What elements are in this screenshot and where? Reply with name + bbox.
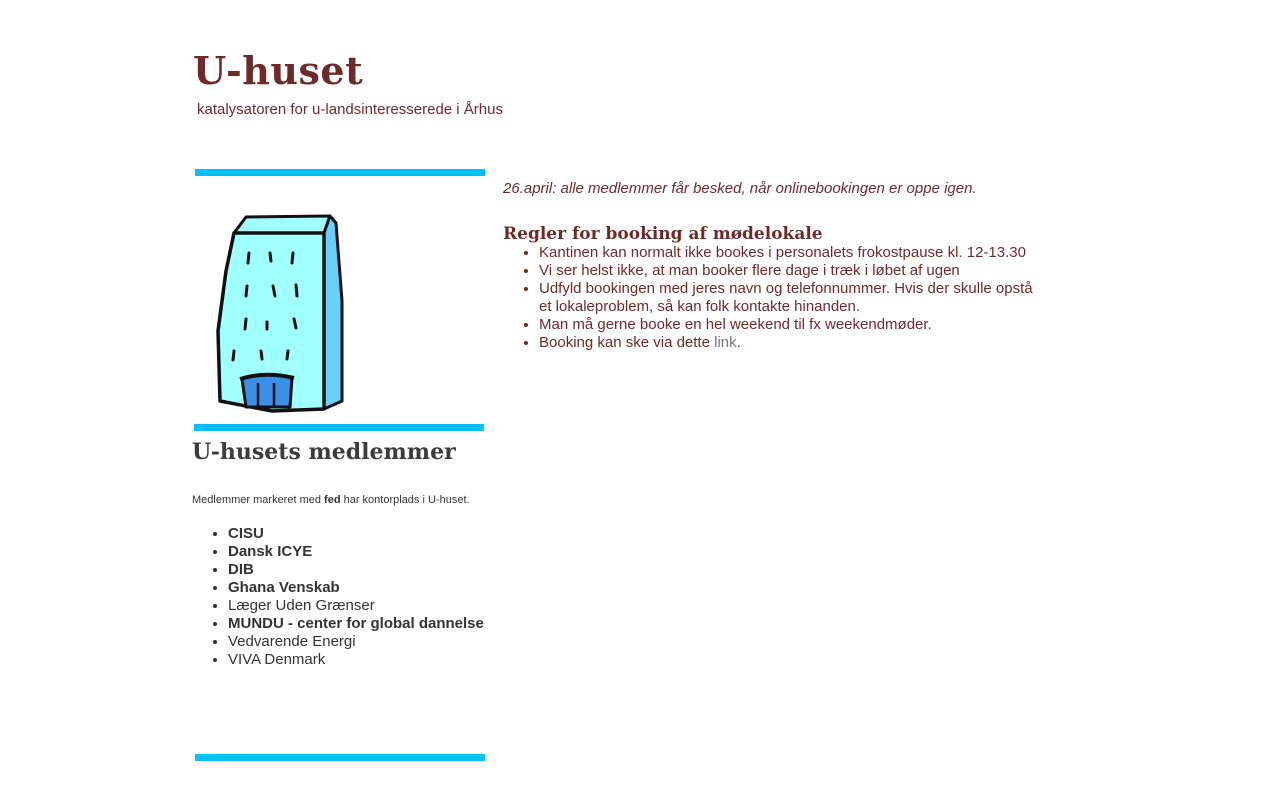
member-item: • CISU — [228, 525, 484, 543]
announcement: 26.april: alle medlemmer får besked, når onlinebookingen er oppe igen. — [503, 180, 977, 197]
members-note — [192, 493, 470, 507]
members-heading: U-husets medlemmer — [192, 439, 456, 465]
member-item: • Læger Uden Grænser — [228, 597, 484, 615]
member-item: • VIVA Denmark — [228, 651, 484, 669]
member-item: • Vedvarende Energi — [228, 633, 484, 651]
building-illustration-icon — [212, 211, 352, 416]
members-note-prefix: Medlemmer markeret med — [192, 494, 325, 506]
rule-item-booking — [539, 334, 1043, 352]
booking-link[interactable]: link — [714, 334, 737, 351]
divider-bar-bottom — [195, 754, 485, 761]
site-title: U-huset — [193, 48, 364, 93]
members-note-suffix: har kontorplads i U-huset. — [340, 494, 470, 506]
member-item: • MUNDU - center for global dannelse — [228, 615, 484, 633]
rule-item: • Kantinen kan normalt ikke bookes i personalets frokostpause kl. 12-13.30 — [539, 244, 1043, 262]
site-tagline: katalysatoren for u-landsinteresserede i Århus — [197, 101, 503, 118]
rules-heading: Regler for booking af mødelokale — [503, 224, 823, 244]
booking-text: Booking kan ske via dette — [539, 334, 715, 351]
main-content — [503, 180, 1043, 352]
rules-list — [503, 244, 1043, 352]
rule-item: • Man må gerne booke en hel weekend til fx weekendmøder. — [539, 316, 1043, 334]
rule-item: • Udfyld bookingen med jeres navn og telefonnummer. Hvis der skulle opstå et lokaleproblem, så kan folk kontakte hinanden. — [539, 280, 1043, 316]
rule-item: • Vi ser helst ikke, at man booker flere dage i træk i løbet af ugen — [539, 262, 1043, 280]
member-item: • Ghana Venskab — [228, 579, 484, 597]
divider-bar-top — [195, 169, 485, 176]
members-note-bold: fed — [324, 494, 341, 506]
divider-bar-middle — [194, 424, 484, 431]
members-list — [192, 525, 484, 669]
member-item: • DIB — [228, 561, 484, 579]
booking-suffix: . — [736, 334, 741, 351]
member-item: • Dansk ICYE — [228, 543, 484, 561]
